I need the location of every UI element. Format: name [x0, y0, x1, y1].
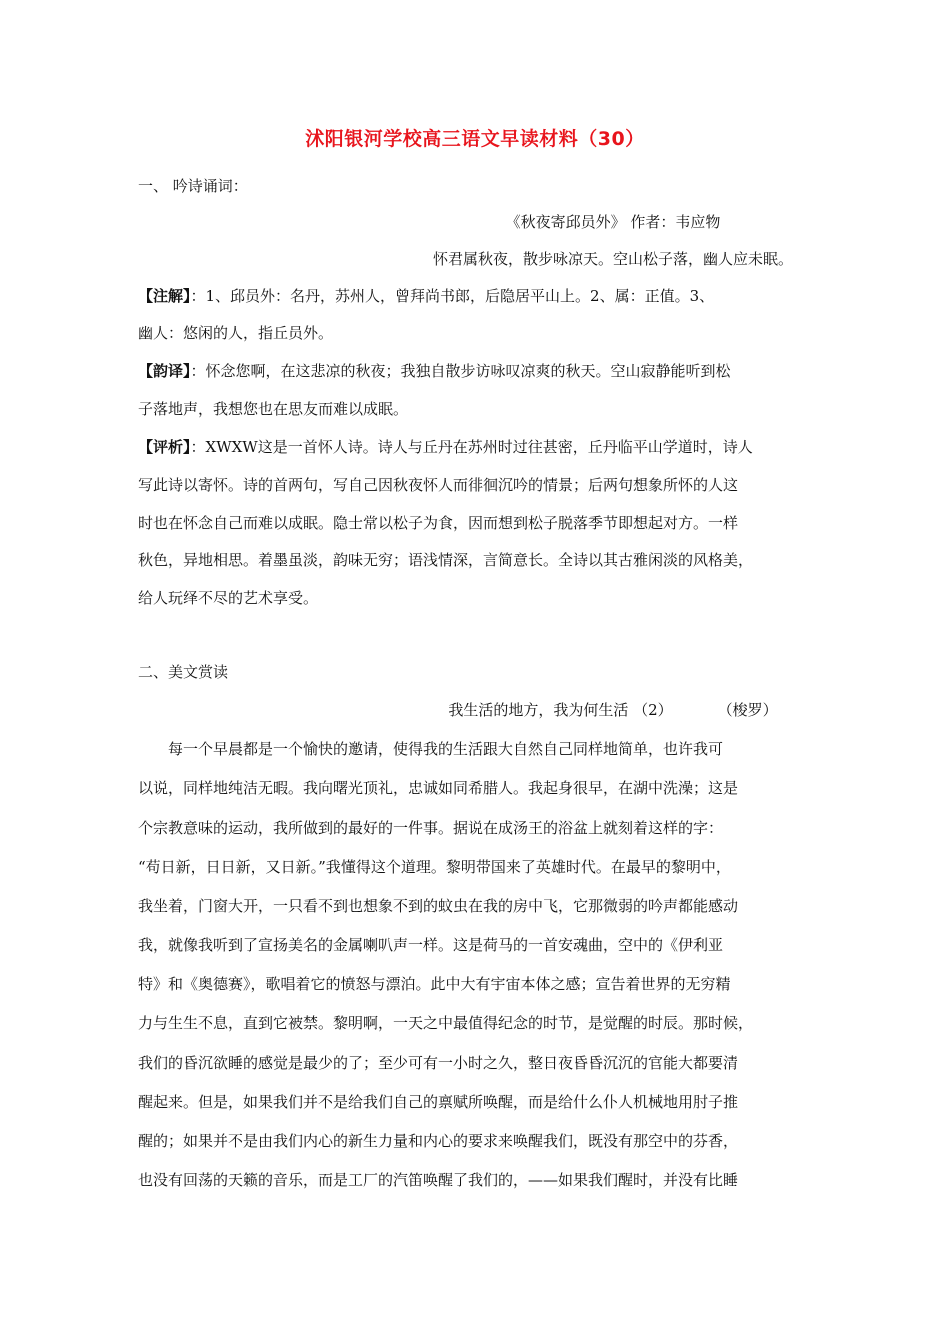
notes-label: 【注解】	[138, 287, 191, 305]
translation-line-1	[138, 361, 731, 381]
poem-title: 《秋夜寄邱员外》 作者：韦应物	[505, 213, 721, 231]
paragraph-line-9: 我们的昏沉欲睡的感觉是最少的了；至少可有一小时之久，整日夜昏昏沉沉的官能大都要清	[138, 1054, 739, 1072]
comment-line-3: 时也在怀念自己而难以成眠。隐士常以松子为食，因而想到松子脱落季节即想起对方。一样	[138, 514, 739, 532]
paragraph-line-5: 我坐着，门窗大开，一只看不到也想象不到的蚊虫在我的房中飞，它那微弱的吟声都能感动	[138, 897, 739, 915]
translation-line-2: 子落地声，我想您也在思友而难以成眠。	[138, 400, 409, 418]
comment-label: 【评析】	[138, 438, 191, 456]
paragraph-line-1: 每一个早晨都是一个愉快的邀请，使得我的生活跟大自然自己同样地简单，也许我可	[138, 740, 724, 758]
poem-text: 怀君属秋夜，散步咏凉天。空山松子落，幽人应未眠。	[432, 250, 793, 268]
paragraph-line-11: 醒的；如果并不是由我们内心的新生力量和内心的要求来唤醒我们，既没有那空中的芬香，	[138, 1132, 739, 1150]
comment-line-4: 秋色，异地相思。着墨虽淡，韵味无穷；语浅情深，言简意长。全诗以其古雅闲淡的风格美，	[138, 551, 754, 569]
document-title: 沭阳银河学校高三语文早读材料（30）	[305, 128, 645, 150]
section1-heading: 一、 吟诗诵词：	[138, 177, 248, 195]
notes-line-2: 幽人：悠闲的人，指丘员外。	[138, 324, 334, 342]
comment-text: ：XWXW这是一首怀人诗。诗人与丘丹在苏州时过往甚密，丘丹临平山学道时，诗人	[190, 438, 753, 456]
paragraph-line-8: 力与生生不息，直到它被禁。黎明啊，一天之中最值得纪念的时节，是觉醒的时辰。那时候，	[138, 1014, 754, 1032]
paragraph-line-12: 也没有回荡的天籁的音乐，而是工厂的汽笛唤醒了我们的，——如果我们醒时，并没有比睡	[138, 1171, 739, 1189]
paragraph-line-6: 我，就像我听到了宣扬美名的金属喇叭声一样。这是荷马的一首安魂曲，空中的《伊利亚	[138, 936, 724, 954]
paragraph-line-2: 以说，同样地纯洁无暇。我向曙光顶礼，忠诚如同希腊人。我起身很早，在湖中洗澡；这是	[138, 779, 739, 797]
paragraph-line-4: “苟日新，日日新，又日新。”我懂得这个道理。黎明带国来了英雄时代。在最早的黎明中，	[138, 858, 731, 876]
comment-line-5: 给人玩绎不尽的艺术享受。	[138, 589, 319, 607]
section2-heading: 二、美文赏读	[138, 663, 229, 681]
comment-line-1	[138, 437, 753, 457]
notes-line-1	[138, 286, 714, 306]
comment-line-2: 写此诗以寄怀。诗的首两句，写自己因秋夜怀人而徘徊沉吟的情景；后两句想象所怀的人这	[138, 476, 739, 494]
paragraph-line-3: 个宗教意味的运动，我所做到的最好的一件事。据说在成汤王的浴盆上就刻着这样的字：	[138, 819, 724, 837]
paragraph-line-7: 特》和《奥德赛》，歌唱着它的愤怒与漂泊。此中大有宇宙本体之感；宣告着世界的无穷精	[138, 975, 731, 993]
paragraph-line-10: 醒起来。但是，如果我们并不是给我们自己的禀赋所唤醒，而是给什么仆人机械地用肘子推	[138, 1093, 739, 1111]
notes-text: ：1、邱员外：名丹，苏州人，曾拜尚书郎，后隐居平山上。2、属：正值。3、	[190, 287, 715, 305]
translation-text: ：怀念您啊，在这悲凉的秋夜；我独自散步访咏叹凉爽的秋天。空山寂静能听到松	[190, 362, 731, 380]
translation-label: 【韵译】	[138, 362, 191, 380]
article-title: 我生活的地方，我为何生活 （2） （梭罗）	[448, 701, 778, 719]
